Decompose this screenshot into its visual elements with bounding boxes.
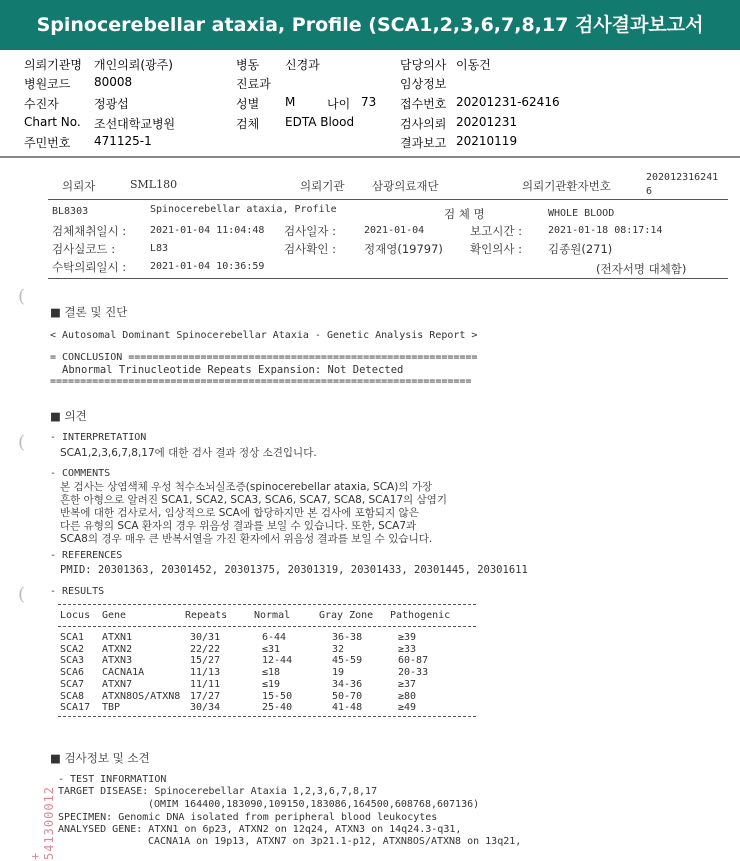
- result-cell-gene: ATXN1: [102, 632, 133, 643]
- header-label-hospital-code: 병원코드: [24, 77, 71, 91]
- header-value-request-date: 20201231: [456, 115, 518, 129]
- room-label: 검사실코드 :: [52, 242, 116, 256]
- interpretation-head: - INTERPRETATION: [50, 432, 147, 443]
- results-head: - RESULTS: [50, 586, 105, 597]
- collect-value: 2021-01-04 11:04:48: [150, 225, 265, 236]
- header-label-patient: 수진자: [24, 97, 59, 111]
- header-label-request-date: 검사의뢰: [400, 117, 447, 131]
- header-value-patient: 정광섭: [94, 97, 129, 111]
- test-info-line-2: (OMIM 164400,183090,109150,183086,164500,608768,607136): [148, 799, 480, 810]
- section-opinion-title: ■ 의견: [50, 409, 87, 423]
- header-value-chart-no: 조선대학교병원: [94, 117, 176, 131]
- results-rule-top: [58, 604, 476, 605]
- result-cell-gene: ATXN8OS/ATXN8: [102, 690, 181, 702]
- result-cell-pathogenic: ≥49: [398, 702, 417, 714]
- header-label-ward: 병동: [236, 58, 260, 72]
- side-stamp-number: [28, 740, 56, 860]
- result-cell-gene: ATXN7: [102, 678, 133, 690]
- header-value-sex: M: [285, 95, 296, 109]
- result-cell-gray-zone: 36-38: [332, 632, 363, 643]
- test-date-label: 검사일자 :: [284, 224, 336, 238]
- room-value: L83: [150, 243, 169, 254]
- doctor-value: 김종원(271): [548, 242, 613, 256]
- org-value: 삼광의료재단: [372, 179, 439, 193]
- test-code: BL8303: [52, 206, 89, 217]
- header-value-id-no: 471125-1: [94, 134, 152, 148]
- result-cell-gray-zone: 45-59: [332, 655, 363, 667]
- conclusion-tail: ======================================================================: [50, 376, 472, 387]
- test-name: Spinocerebellar ataxia, Profile: [150, 204, 337, 215]
- scan-rule-top: [48, 199, 728, 200]
- result-cell-locus: SCA6: [60, 667, 85, 679]
- test-info-line-4: ANALYSED GENE: ATXN1 on 6p23, ATXN2 on 12q24, ATXN3 on 14q24.3-q31,: [58, 824, 462, 835]
- header-label-age: 나이: [327, 97, 351, 111]
- doctor-label: 확인의사 :: [470, 242, 522, 256]
- header-label-chart-no: Chart No.: [24, 115, 81, 129]
- result-cell-gene: CACNA1A: [102, 667, 145, 679]
- header-label-report-date: 결과보고: [400, 136, 447, 150]
- result-cell-normal: ≤31: [262, 643, 281, 655]
- comments-line-4: 다른 유형의 SCA 환자의 경우 위음성 결과를 보일 수 있습니다. 또한, SCA7과: [60, 520, 417, 532]
- result-cell-locus: SCA1: [60, 632, 85, 643]
- result-cell-pathogenic: ≥33: [398, 643, 417, 655]
- specimen-label: 검 체 명: [444, 207, 485, 221]
- collect-label: 검체채취일시 :: [52, 224, 127, 238]
- test-info-line-3: SPECIMEN: Genomic DNA isolated from peripheral blood leukocytes: [58, 812, 438, 823]
- header-value-age: 73: [361, 95, 377, 109]
- header-label-accession-no: 접수번호: [400, 97, 447, 111]
- result-cell-normal: 25-40: [262, 702, 293, 714]
- recv-label: 수탁의뢰일시 :: [52, 260, 127, 274]
- org-patient-no-label: 의뢰기관환자번호: [522, 179, 611, 193]
- references-body: PMID: 20301363, 20301452, 20301375, 20301319, 20301433, 20301445, 20301611: [60, 564, 528, 576]
- report-title: Spinocerebellar ataxia, Profile (SCA1,2,3,6,7,8,17 검사결과보고서: [36, 14, 704, 36]
- result-cell-locus: SCA8: [60, 690, 85, 702]
- result-cell-repeats: 30/31: [190, 632, 221, 643]
- result-cell-gene: TBP: [102, 702, 121, 714]
- test-info-line-1: TARGET DISEASE: Spinocerebellar Ataxia 1,2,3,6,7,8,17: [58, 786, 378, 797]
- confirm-label: 검사확인 :: [284, 242, 336, 256]
- header-label-sex: 성별: [236, 97, 260, 111]
- header-label-clinical-info: 임상정보: [400, 77, 447, 91]
- result-cell-repeats: 15/27: [190, 655, 221, 667]
- result-cell-pathogenic: ≥80: [398, 690, 417, 702]
- specimen-value: WHOLE BLOOD: [548, 208, 615, 219]
- comments-line-3: 반복에 대한 검사로서, 임상적으로 SCA에 합당하지만 본 검사에 포함되지 않은: [60, 507, 419, 519]
- side-stamp-text: + 541300012: [28, 785, 56, 860]
- results-header-pathogenic: Pathogenic: [390, 610, 451, 621]
- header-value-specimen: EDTA Blood: [285, 115, 355, 129]
- result-cell-locus: SCA17: [60, 702, 91, 714]
- confirm-value: 정재영(19797): [364, 242, 443, 256]
- comments-line-2: 흔한 아형으로 알려진 SCA1, SCA2, SCA3, SCA6, SCA7, SCA8, SCA17의 삼염기: [60, 494, 447, 506]
- report-subtitle: < Autosomal Dominant Spinocerebellar Ataxia - Genetic Analysis Report >: [50, 330, 478, 341]
- results-header-normal: Normal: [254, 610, 291, 621]
- results-header-gene: Gene: [102, 610, 127, 621]
- header-label-specimen: 검체: [236, 117, 260, 131]
- results-header-locus: Locus: [60, 610, 91, 621]
- comments-line-5: SCA8의 경우 매우 큰 반복서열을 가진 환자에서 위음성 결과를 보일 수 있습니다.: [60, 533, 433, 545]
- result-cell-gray-zone: 50-70: [332, 690, 363, 702]
- result-cell-normal: ≤18: [262, 667, 281, 679]
- result-cell-pathogenic: 20-33: [398, 667, 429, 679]
- result-cell-pathogenic: ≥37: [398, 678, 417, 690]
- result-cell-normal: 6-44: [262, 632, 287, 643]
- result-cell-locus: SCA2: [60, 643, 85, 655]
- result-cell-repeats: 30/34: [190, 702, 221, 714]
- org-patient-no-value-cont: 6: [646, 186, 653, 197]
- header-value-org: 개인의뢰(광주): [94, 58, 173, 72]
- conclusion-body: Abnormal Trinucleotide Repeats Expansion: Not Detected: [62, 364, 404, 376]
- comments-head: - COMMENTS: [50, 468, 111, 479]
- result-cell-gray-zone: 19: [332, 667, 345, 679]
- results-header-repeats: Repeats: [185, 610, 228, 621]
- result-cell-locus: SCA3: [60, 655, 85, 667]
- conclusion-head: = CONCLUSION ==========================================================: [50, 352, 478, 363]
- result-cell-normal: 12-44: [262, 655, 293, 667]
- scan-mark-2: (: [18, 432, 26, 453]
- scan-mark-1: (: [18, 286, 26, 307]
- org-patient-no-value: 202012316241: [646, 172, 719, 183]
- result-cell-normal: ≤19: [262, 678, 281, 690]
- org-label: 의뢰기관: [300, 179, 345, 193]
- esign-note: (전자서명 대체함): [596, 262, 687, 276]
- report-time-value: 2021-01-18 08:17:14: [548, 225, 663, 236]
- result-cell-pathogenic: 60-87: [398, 655, 429, 667]
- header-divider: [0, 156, 740, 158]
- header-label-physician: 담당의사: [400, 58, 447, 72]
- test-info-line-5: CACNA1A on 19p13, ATXN7 on 3p21.1-p12, ATXN8OS/ATXN8 on 13q21,: [148, 836, 522, 847]
- report-time-label: 보고시간 :: [470, 224, 522, 238]
- header-label-dept: 진료과: [236, 77, 271, 91]
- section-conclusion-title: ■ 결론 및 진단: [50, 305, 128, 319]
- header-label-id-no: 주민번호: [24, 136, 71, 150]
- results-header-gray-zone: Gray Zone: [319, 610, 374, 621]
- references-head: - REFERENCES: [50, 550, 123, 561]
- requester-value: SML180: [130, 178, 178, 191]
- header-value-accession-no: 20201231-62416: [456, 95, 560, 109]
- result-cell-repeats: 11/13: [190, 667, 221, 679]
- result-cell-repeats: 17/27: [190, 690, 221, 702]
- result-cell-normal: 15-50: [262, 690, 293, 702]
- result-cell-gray-zone: 41-48: [332, 702, 363, 714]
- interpretation-body: SCA1,2,3,6,7,8,17에 대한 검사 결과 정상 소견입니다.: [60, 447, 317, 459]
- scan-rule-mid: [48, 278, 728, 279]
- result-cell-pathogenic: ≥39: [398, 632, 417, 643]
- result-cell-gray-zone: 34-36: [332, 678, 363, 690]
- scan-mark-3: (: [18, 584, 26, 605]
- header-value-ward: 신경과: [285, 58, 320, 72]
- result-cell-repeats: 11/11: [190, 678, 221, 690]
- result-cell-gene: ATXN2: [102, 643, 133, 655]
- section-test-info-title: ■ 검사정보 및 소견: [50, 751, 150, 765]
- header-value-hospital-code: 80008: [94, 75, 133, 89]
- result-cell-gene: ATXN3: [102, 655, 133, 667]
- header-value-report-date: 20210119: [456, 134, 518, 148]
- result-cell-repeats: 22/22: [190, 643, 221, 655]
- header-value-physician: 이동건: [456, 58, 491, 72]
- test-date-value: 2021-01-04: [364, 225, 425, 236]
- result-cell-locus: SCA7: [60, 678, 85, 690]
- test-info-head: - TEST INFORMATION: [58, 774, 167, 785]
- requester-label: 의뢰자: [62, 179, 96, 193]
- recv-value: 2021-01-04 10:36:59: [150, 261, 265, 272]
- comments-line-1: 본 검사는 상염색체 우성 척수소뇌실조증(spinocerebellar ataxia, SCA)의 가장: [60, 481, 433, 493]
- result-cell-gray-zone: 32: [332, 643, 345, 655]
- results-rule-bottom: [58, 716, 476, 717]
- header-label-org: 의뢰기관명: [24, 58, 82, 72]
- results-rule-header: [58, 626, 476, 627]
